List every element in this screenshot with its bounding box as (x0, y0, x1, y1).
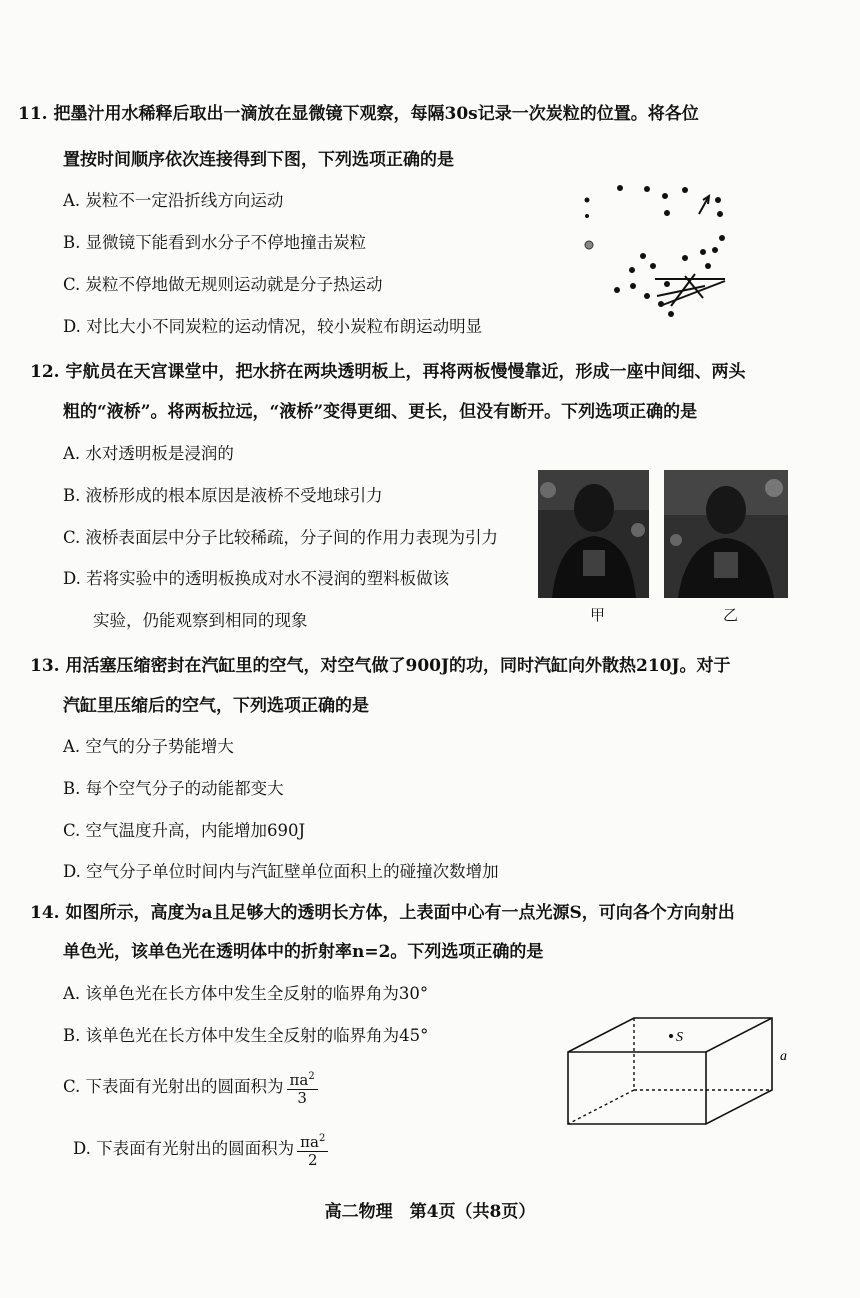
q12-caption-jia: 甲 (590, 606, 606, 624)
q14-cuboid-figure (560, 1010, 800, 1130)
q13-stem-line2: 汽缸里压缩后的空气，下列选项正确的是 (63, 696, 369, 716)
q11-stem-line1 (18, 102, 699, 126)
q12-caption-yi: 乙 (723, 606, 739, 624)
q14-option-c-fraction (287, 1068, 318, 1107)
q14-option-d-denominator: 2 (307, 1151, 318, 1169)
q14-stem-line2: 单色光，该单色光在透明体中的折射率n=2。下列选项正确的是 (63, 942, 544, 962)
q11-option-a[interactable]: A. 炭粒不一定沿折线方向运动 (63, 191, 284, 210)
q12-option-a[interactable]: A. 水对透明板是浸润的 (63, 444, 234, 463)
q14-option-c-text: C. 下表面有光射出的圆面积为 (63, 1077, 284, 1096)
q14-stem-text: 如图所示，高度为a且足够大的透明长方体，上表面中心有一点光源S，可向各个方向射出 (65, 903, 735, 923)
q14-option-c-numerator: πa (289, 1071, 309, 1089)
q12-number: 12. (30, 362, 60, 382)
q12-option-d[interactable]: D. 若将实验中的透明板换成对水不浸润的塑料板做该 (63, 569, 450, 588)
q14-option-c-denominator: 3 (297, 1089, 307, 1107)
q14-option-c[interactable] (63, 1068, 318, 1107)
page-footer: 高二物理 第4页（共8页） (324, 1202, 536, 1222)
q14-option-d-exponent: 2 (318, 1133, 326, 1144)
q14-option-d[interactable] (73, 1130, 328, 1169)
q14-option-d-fraction (297, 1130, 328, 1169)
q12-photo-yi (664, 470, 788, 598)
q13-number: 13. (30, 656, 60, 676)
q11-option-d[interactable]: D. 对比大小不同炭粒的运动情况，较小炭粒布朗运动明显 (63, 317, 483, 336)
q12-option-d-continued: 实验，仍能观察到相同的现象 (93, 611, 308, 630)
q13-option-d[interactable]: D. 空气分子单位时间内与汽缸壁单位面积上的碰撞次数增加 (63, 862, 499, 881)
q14-option-d-numerator: πa (300, 1133, 319, 1151)
q14-option-a[interactable]: A. 该单色光在长方体中发生全反射的临界角为30° (63, 984, 429, 1003)
q14-number: 14. (30, 903, 60, 923)
q12-photo-jia (538, 470, 649, 598)
q11-brownian-figure (575, 178, 735, 323)
q14-option-d-text: D. 下表面有光射出的圆面积为 (73, 1139, 295, 1158)
q14-figure-label-s: S (676, 1030, 683, 1045)
q11-option-c[interactable]: C. 炭粒不停地做无规则运动就是分子热运动 (63, 275, 383, 294)
q13-option-a[interactable]: A. 空气的分子势能增大 (63, 737, 234, 756)
q13-option-b[interactable]: B. 每个空气分子的动能都变大 (63, 779, 284, 798)
q11-stem-line2: 置按时间顺序依次连接得到下图，下列选项正确的是 (63, 150, 454, 170)
q14-stem-line1 (30, 901, 735, 925)
q12-stem-line1 (30, 360, 746, 384)
q11-number: 11. (18, 104, 48, 124)
q14-option-b[interactable]: B. 该单色光在长方体中发生全反射的临界角为45° (63, 1026, 429, 1045)
q11-option-b[interactable]: B. 显微镜下能看到水分子不停地撞击炭粒 (63, 233, 367, 252)
q12-option-c[interactable]: C. 液桥表面层中分子比较稀疏，分子间的作用力表现为引力 (63, 528, 499, 547)
q12-stem-line2: 粗的“液桥”。将两板拉远，“液桥”变得更细、更长，但没有断开。下列选项正确的是 (63, 402, 698, 422)
q11-stem-text: 把墨汁用水稀释后取出一滴放在显微镜下观察，每隔30s记录一次炭粒的位置。将各位 (53, 104, 699, 124)
q13-option-c[interactable]: C. 空气温度升高，内能增加690J (63, 821, 306, 840)
q14-option-c-exponent: 2 (308, 1071, 315, 1082)
q13-stem-text: 用活塞压缩密封在汽缸里的空气，对空气做了900J的功，同时汽缸向外散热210J。对于 (65, 656, 731, 676)
q12-stem-text: 宇航员在天宫课堂中，把水挤在两块透明板上，再将两板慢慢靠近，形成一座中间细、两头 (65, 362, 746, 382)
q14-figure-label-a: a (780, 1049, 787, 1064)
q12-option-b[interactable]: B. 液桥形成的根本原因是液桥不受地球引力 (63, 486, 383, 505)
q13-stem-line1 (30, 654, 731, 678)
